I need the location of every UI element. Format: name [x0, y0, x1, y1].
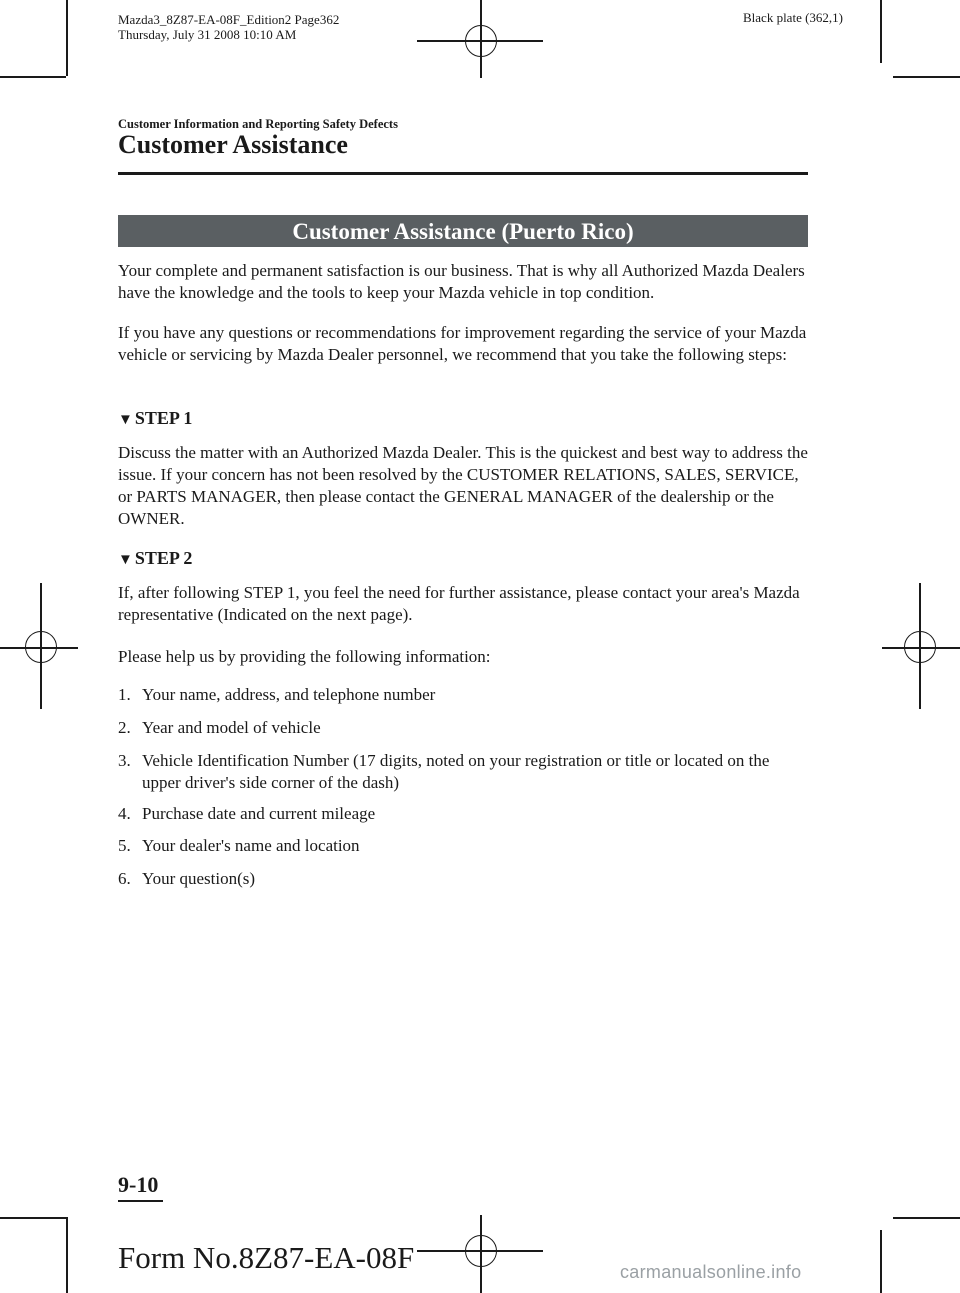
list-item [118, 835, 808, 857]
page-title: Customer Assistance [118, 130, 348, 159]
page-number: 9-10 [118, 1172, 159, 1197]
step-1-label: STEP 1 [134, 408, 193, 428]
triangle-down-icon: ▼ [118, 552, 133, 568]
print-info-line1: Mazda3_8Z87-EA-08F_Edition2 Page362 [118, 12, 340, 27]
watermark: carmanualsonline.info [620, 1262, 802, 1282]
step-2-label: STEP 2 [134, 548, 193, 568]
intro-paragraph-2: If you have any questions or recommendations for improvement regarding the service of your Mazda vehicle or servicing by Mazda Dealer personnel, we recommend that you take the following steps: [118, 323, 807, 364]
list-item-text: Purchase date and current mileage [142, 804, 376, 823]
list-item [118, 684, 808, 706]
plate-label: Black plate (362,1) [743, 10, 843, 25]
list-item [118, 868, 808, 890]
form-number: Form No.8Z87-EA-08F [118, 1240, 415, 1275]
step-1-text: Discuss the matter with an Authorized Mazda Dealer. This is the quickest and best way to address the issue. If your concern has not been resolved by the CUSTOMER RELATIONS, SALES, SERVICE, or PARTS MANAGER, then please contact the GENERAL MANAGER of the dealership or the OWNER. [118, 443, 808, 528]
list-item-number: 3. [118, 751, 131, 770]
footer-rule [118, 1200, 163, 1202]
list-item [118, 717, 808, 739]
step-2-text: If, after following STEP 1, you feel the need for further assistance, please contact your area's Mazda representative (Indicated on the next page). [118, 583, 800, 624]
help-intro: Please help us by providing the following information: [118, 647, 491, 666]
list-item-number: 5. [118, 836, 131, 855]
print-info-line2: Thursday, July 31 2008 10:10 AM [118, 27, 297, 42]
intro-paragraph-1: Your complete and permanent satisfaction is our business. That is why all Authorized Mazda Dealers have the knowledge and the tools to keep your Mazda vehicle in top condition. [118, 261, 805, 302]
list-item-text: Vehicle Identification Number (17 digits, noted on your registration or title or located on the upper driver's side corner of the dash) [142, 751, 770, 792]
list-item-text: Year and model of vehicle [142, 718, 321, 737]
list-item-text: Your name, address, and telephone number [142, 685, 436, 704]
triangle-down-icon: ▼ [118, 412, 133, 428]
breadcrumb: Customer Information and Reporting Safety Defects [118, 117, 398, 131]
list-item [118, 803, 808, 825]
list-item [118, 750, 808, 794]
list-item-text: Your dealer's name and location [142, 836, 360, 855]
title-rule [118, 172, 808, 175]
list-item-number: 4. [118, 804, 131, 823]
list-item-text: Your question(s) [142, 869, 256, 888]
step-2-heading [118, 548, 192, 569]
list-item-number: 1. [118, 685, 131, 704]
list-item-number: 2. [118, 718, 131, 737]
list-item-number: 6. [118, 869, 131, 888]
section-banner: Customer Assistance (Puerto Rico) [118, 215, 808, 247]
step-1-heading [118, 408, 192, 429]
